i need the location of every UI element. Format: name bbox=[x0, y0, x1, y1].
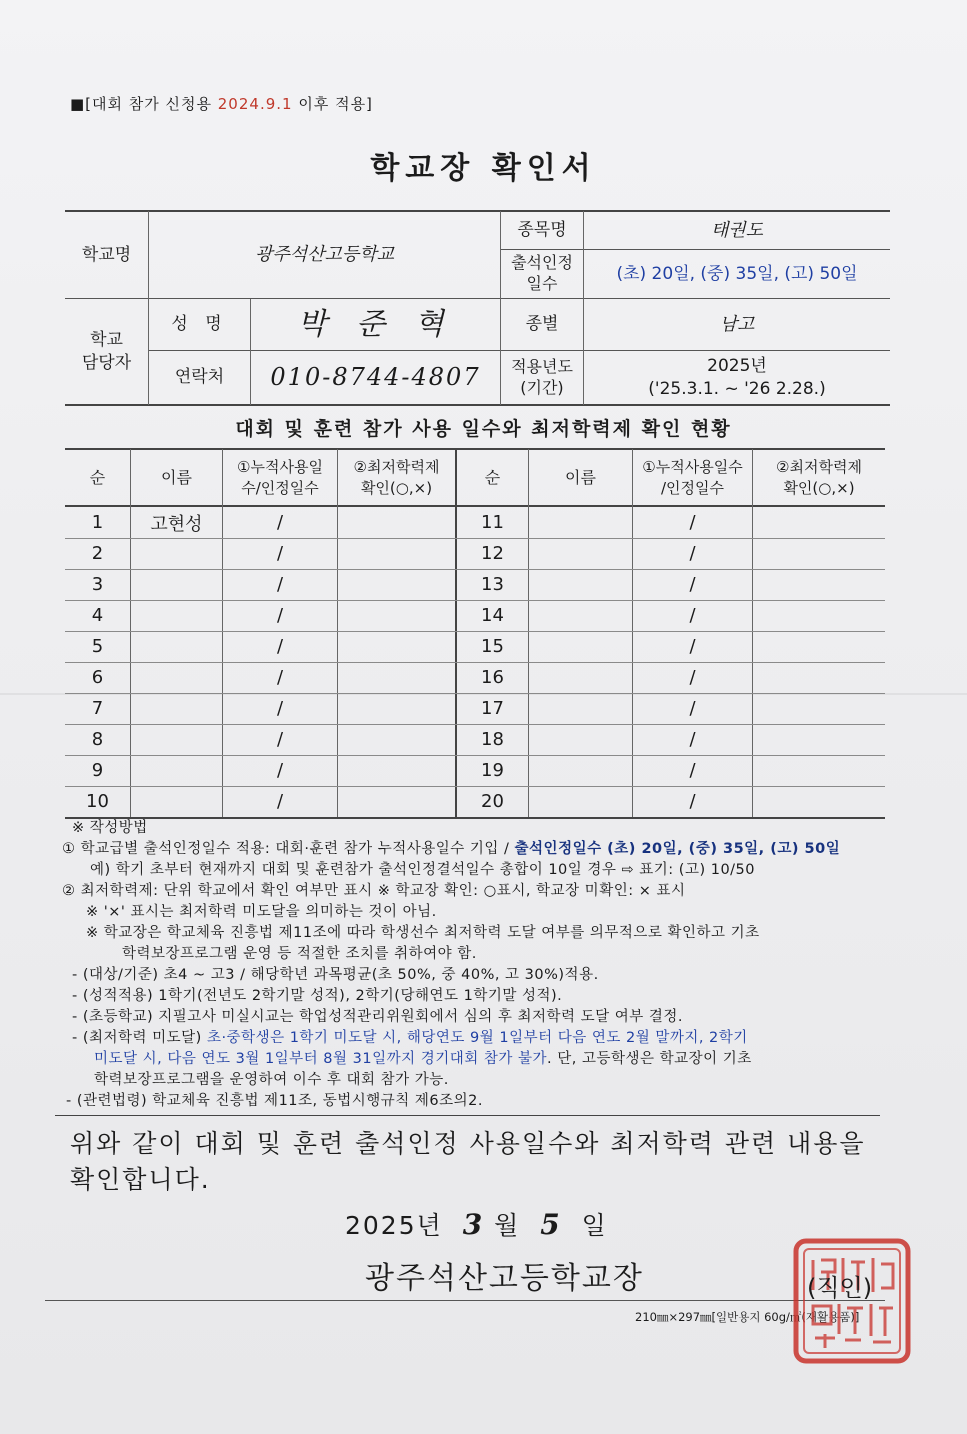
principal-title: 광주석산고등학교장 bbox=[365, 1261, 644, 1296]
event-value: 태권도 bbox=[710, 219, 764, 241]
row-check-cell bbox=[753, 569, 885, 600]
row-number: 8 bbox=[91, 729, 104, 750]
row-number: 2 bbox=[91, 543, 104, 564]
row-student-name bbox=[131, 693, 222, 724]
seal-label: (직인) bbox=[807, 1274, 873, 1302]
row-days-slash: / bbox=[689, 791, 696, 812]
writing-instructions bbox=[62, 818, 892, 1112]
row-student-name bbox=[529, 507, 632, 538]
paper-spec: 210㎜×297㎜[일반용지 60g/㎡(재활용품)] bbox=[635, 1310, 860, 1324]
row-number: 9 bbox=[91, 760, 104, 781]
row-student-name bbox=[529, 662, 632, 693]
year-period: ('25.3.1. ~ '26 2.28.) bbox=[648, 378, 826, 399]
col-header-no: 순 bbox=[89, 467, 106, 487]
row-check-cell bbox=[338, 569, 455, 600]
row-days-slash: / bbox=[276, 667, 284, 688]
row-days-slash: / bbox=[276, 605, 284, 626]
row-check-cell bbox=[338, 631, 455, 662]
row-student-name bbox=[529, 755, 632, 786]
row-student-name bbox=[131, 600, 222, 631]
row-student-name bbox=[529, 538, 632, 569]
row-number: 5 bbox=[91, 636, 104, 657]
row-student-name bbox=[529, 724, 632, 755]
row-student-name bbox=[131, 662, 222, 693]
detail-4-cont: 미도달 시, 다음 연도 3월 1일부터 8월 31일까지 경기대회 참가 불가. 단, 고등학생은 학교장이 기초 bbox=[94, 1051, 752, 1068]
row-number: 11 bbox=[481, 512, 504, 533]
row-check-cell bbox=[753, 755, 885, 786]
detail-2: - (성적적용) 1학기(전년도 2학기말 성적), 2학기(당해연도 1학기말 성적). bbox=[72, 988, 563, 1005]
row-student-name bbox=[529, 693, 632, 724]
row-check-cell bbox=[338, 538, 455, 569]
col-header-name-right: 이름 bbox=[565, 467, 596, 487]
note-2-b2: 학력보장프로그램 운영 등 적절한 조치를 취하여야 함. bbox=[122, 946, 477, 963]
row-number: 16 bbox=[481, 667, 504, 688]
row-student-name bbox=[131, 786, 222, 817]
row-check-cell bbox=[753, 507, 885, 538]
detail-4: - (최저학력 미도달) 초·중학생은 1학기 미도달 시, 해당연도 9월 1일부터 다음 연도 2월 말까지, 2학기 bbox=[72, 1030, 748, 1047]
row-days-slash: / bbox=[276, 543, 284, 564]
row-number: 7 bbox=[91, 698, 104, 719]
note-1: ① 학교급별 출석인정일수 적용: 대회·훈련 참가 누적사용일수 기입 / 출석인정일수 (초) 20일, (중) 35일, (고) 50일 bbox=[62, 841, 841, 858]
gender-label: 종별 bbox=[525, 314, 559, 335]
name-label: 성 명 bbox=[171, 314, 228, 335]
school-label: 학교명 bbox=[81, 244, 132, 265]
row-student-name bbox=[131, 631, 222, 662]
row-days-slash: / bbox=[689, 512, 696, 533]
row-days-slash: / bbox=[276, 791, 284, 812]
row-check-cell bbox=[753, 600, 885, 631]
manager-name-handwritten: 박 준 혁 bbox=[297, 307, 454, 342]
school-name: 광주석산고등학교 bbox=[254, 244, 395, 266]
row-days-slash: / bbox=[276, 760, 284, 781]
row-number: 14 bbox=[481, 605, 504, 626]
row-number: 15 bbox=[481, 636, 504, 657]
row-student-name bbox=[131, 724, 222, 755]
row-check-cell bbox=[338, 786, 455, 817]
signing-date: 2025년 3 월 5 일 bbox=[345, 1208, 608, 1241]
detail-4-cont2: 학력보장프로그램을 운영하여 이수 후 대회 참가 가능. bbox=[94, 1072, 449, 1089]
row-check-cell bbox=[338, 507, 455, 538]
row-days-slash: / bbox=[276, 729, 284, 750]
row-number: 17 bbox=[481, 698, 504, 719]
row-days-slash: / bbox=[276, 512, 284, 533]
col-header-days: ①누적사용일 수/인정일수 bbox=[237, 458, 323, 497]
col-header-check: ②최저학력제 확인(○,×) bbox=[353, 458, 440, 497]
row-number: 18 bbox=[481, 729, 504, 750]
attendance-value: (초) 20일, (중) 35일, (고) 50일 bbox=[616, 263, 858, 284]
row-number: 3 bbox=[91, 574, 104, 595]
event-label: 종목명 bbox=[517, 220, 567, 241]
row-student-name bbox=[529, 786, 632, 817]
row-student-name bbox=[529, 569, 632, 600]
note-2: ② 최저학력제: 단위 학교에서 확인 여부만 표시 ※ 학교장 확인: ○표시, 학교장 미확인: × 표시 bbox=[62, 883, 686, 900]
row-student-name bbox=[131, 569, 222, 600]
row-days-slash: / bbox=[689, 574, 696, 595]
row-days-slash: / bbox=[689, 729, 696, 750]
row-number: 20 bbox=[481, 791, 504, 812]
row-days-slash: / bbox=[689, 760, 696, 781]
row-number: 13 bbox=[481, 574, 504, 595]
col-header-check-right: ②최저학력제 확인(○,×) bbox=[776, 458, 862, 497]
notes-heading: ※ 작성방법 bbox=[72, 820, 148, 836]
contact-label: 연락처 bbox=[174, 367, 225, 388]
row-student-name bbox=[131, 755, 222, 786]
year-value: 2025년 bbox=[707, 356, 767, 377]
row-days-slash: / bbox=[689, 636, 696, 657]
attendance-label: 출석인정 일수 bbox=[511, 253, 573, 293]
row-number: 4 bbox=[91, 605, 104, 626]
row-check-cell bbox=[338, 724, 455, 755]
row-student-name bbox=[529, 600, 632, 631]
note-1-example: 예) 학기 초부터 현재까지 대회 및 훈련참가 출석인정결석일수 총합이 10일 경우 ⇨ 표기: (고) 10/50 bbox=[90, 862, 756, 879]
year-label: 적용년도 (기간) bbox=[511, 356, 573, 397]
detail-5: - (관련법령) 학교체육 진흥법 제11조, 동법시행규칙 제6조의2. bbox=[66, 1093, 483, 1110]
row-student-name bbox=[131, 538, 222, 569]
header-note: ■[대회 참가 신청용 2024.9.1 이후 적용] bbox=[70, 95, 373, 113]
row-check-cell bbox=[753, 724, 885, 755]
gender-value: 남고 bbox=[719, 313, 755, 335]
col-header-name: 이름 bbox=[161, 467, 192, 487]
row-student-name bbox=[529, 631, 632, 662]
row-number: 12 bbox=[481, 543, 504, 564]
detail-1: - (대상/기준) 초4 ~ 고3 / 해당학년 과목평균(초 50%, 중 40%, 고 30%)적용. bbox=[72, 967, 599, 984]
row-check-cell bbox=[753, 538, 885, 569]
section-subtitle: 대회 및 훈련 참가 사용 일수와 최저학력제 확인 현황 bbox=[235, 418, 732, 440]
row-student-name: 고현성 bbox=[150, 513, 203, 535]
row-check-cell bbox=[338, 600, 455, 631]
row-number: 10 bbox=[86, 791, 109, 812]
row-days-slash: / bbox=[276, 698, 284, 719]
row-check-cell bbox=[753, 786, 885, 817]
row-check-cell bbox=[338, 693, 455, 724]
row-days-slash: / bbox=[689, 543, 696, 564]
note-2-a: ※ '×' 표시는 최저학력 미도달을 의미하는 것이 아님. bbox=[86, 904, 437, 921]
row-days-slash: / bbox=[689, 605, 696, 626]
year-value-cell bbox=[584, 351, 890, 404]
confirmation-text: 위와 같이 대회 및 훈련 출석인정 사용일수와 최저학력 관련 내용을 확인합니다. bbox=[70, 1129, 866, 1195]
row-number: 19 bbox=[481, 760, 504, 781]
note-2-b: ※ 학교장은 학교체육 진흥법 제11조에 따라 학생선수 최저학력 도달 여부를 의무적으로 확인하고 기초 bbox=[86, 925, 760, 942]
detail-3: - (초등학교) 지필고사 미실시교는 학업성적관리위원회에서 심의 후 최저학력 도달 여부 결정. bbox=[72, 1009, 684, 1026]
document-title: 학교장 확인서 bbox=[370, 151, 597, 186]
row-check-cell bbox=[753, 631, 885, 662]
row-check-cell bbox=[338, 755, 455, 786]
row-check-cell bbox=[753, 662, 885, 693]
manager-label: 학교 담당자 bbox=[81, 330, 132, 373]
col-header-no-right: 순 bbox=[484, 467, 501, 487]
row-days-slash: / bbox=[276, 574, 284, 595]
row-number: 6 bbox=[91, 667, 104, 688]
row-number: 1 bbox=[91, 512, 104, 533]
row-check-cell bbox=[338, 662, 455, 693]
contact-handwritten: 010-8744-4807 bbox=[270, 362, 481, 391]
col-header-days-right: ①누적사용일수 /인정일수 bbox=[642, 458, 743, 497]
row-check-cell bbox=[753, 693, 885, 724]
row-days-slash: / bbox=[689, 698, 696, 719]
row-days-slash: / bbox=[276, 636, 284, 657]
row-days-slash: / bbox=[689, 667, 696, 688]
